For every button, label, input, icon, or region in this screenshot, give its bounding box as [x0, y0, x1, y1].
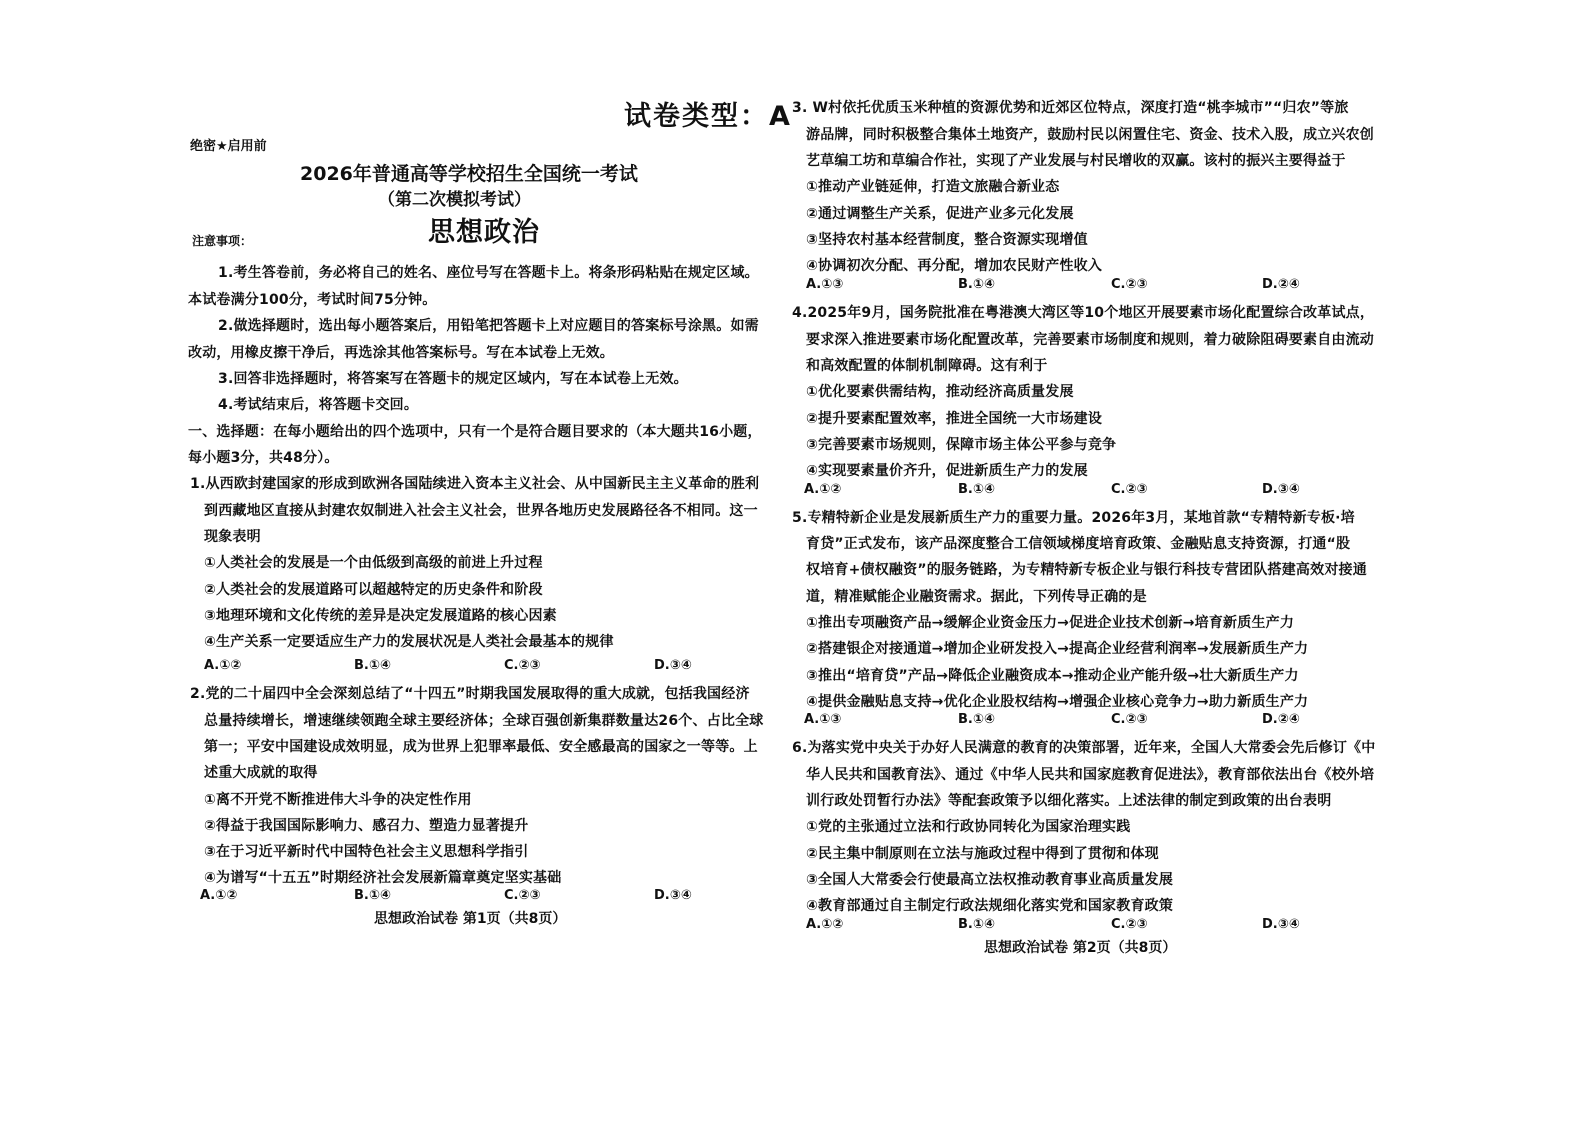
option-a: A.①③: [806, 277, 844, 292]
option-a: A.①②: [806, 917, 844, 932]
question-stem: 道，精准赋能企业融资需求。据此，下列传导正确的是: [806, 589, 1147, 605]
option-b: B.①④: [958, 712, 995, 727]
option-a: A.①②: [204, 658, 242, 673]
question-stem: 第一；平安中国建设成效明显，成为世界上犯罪率最低、安全感最高的国家之一等等。上: [204, 739, 758, 755]
note-line: 2.做选择题时，选出每小题答案后，用铅笔把答题卡上对应题目的答案标号涂黑。如需: [218, 318, 759, 334]
statement: ④提供金融贴息支持→优化企业股权结构→增强企业核心竞争力→助力新质生产力: [806, 694, 1309, 710]
statement: ③在于习近平新时代中国特色社会主义思想科学指引: [204, 844, 529, 860]
question-stem: 总量持续增长，增速继续领跑全球主要经济体；全球百强创新集群数量达26个、占比全球: [204, 713, 764, 729]
statement: ③坚持农村基本经营制度，整合资源实现增值: [806, 232, 1088, 248]
statement: ②通过调整生产关系，促进产业多元化发展: [806, 206, 1074, 222]
option-b: B.①④: [958, 917, 995, 932]
subject-title: 思想政治: [428, 217, 540, 248]
option-a: A.①②: [804, 482, 842, 497]
question-stem: 1.从西欧封建国家的形成到欧洲各国陆续进入资本主义社会、从中国新民主主义革命的胜利: [190, 476, 760, 492]
question-stem: 6.为落实党中央关于办好人民满意的教育的决策部署，近年来，全国人大常委会先后修订《中: [792, 740, 1376, 756]
question-stem: 华人民共和国教育法》、通过《中华人民共和国家庭教育促进法》，教育部依法出台《校外培: [806, 767, 1375, 783]
question-stem: 要求深入推进要素市场化配置改革，完善要素市场制度和规则，着力破除阻碍要素自由流动: [806, 332, 1374, 348]
question-stem: 权培育+债权融资”的服务链路，为专精特新专板企业与银行科技专营团队搭建高效对接通: [806, 562, 1367, 578]
statement: ①离不开党不断推进伟大斗争的决定性作用: [204, 792, 472, 808]
statement: ①党的主张通过立法和行政协同转化为国家治理实践: [806, 819, 1131, 835]
question-stem: 训行政处罚暂行办法》等配套政策予以细化落实。上述法律的制定到政策的出台表明: [806, 793, 1332, 809]
option-d: D.②④: [1262, 712, 1300, 727]
statement: ①人类社会的发展是一个由低级到高级的前进上升过程: [204, 555, 543, 571]
question-stem: 和高效配置的体制机制障碍。这有利于: [806, 358, 1048, 374]
option-c: C.②③: [1111, 712, 1148, 727]
question-stem: 艺草编工坊和草编合作社，实现了产业发展与村民增收的双赢。该村的振兴主要得益于: [806, 153, 1346, 169]
page-footer-right: 思想政治试卷 第2页（共8页）: [984, 940, 1177, 956]
option-d: D.③④: [654, 888, 692, 903]
option-d: D.②④: [1262, 277, 1300, 292]
statement: ③推出“培育贷”产品→降低企业融资成本→推动企业产能升级→壮大新质生产力: [806, 668, 1299, 684]
secret-label: 绝密★启用前: [190, 139, 267, 154]
exam-subtitle: （第二次模拟考试）: [378, 190, 531, 210]
statement: ④协调初次分配、再分配，增加农民财产性收入: [806, 258, 1103, 274]
question-stem: 5.专精特新企业是发展新质生产力的重要力量。2026年3月，某地首款“专精特新专板·培: [792, 510, 1355, 526]
option-b: B.①④: [354, 888, 391, 903]
exam-title: 2026年普通高等学校招生全国统一考试: [300, 163, 638, 185]
statement: ④教育部通过自主制定行政法规细化落实党和国家教育政策: [806, 898, 1174, 914]
statement: ①推动产业链延伸，打造文旅融合新业态: [806, 179, 1060, 195]
question-stem: 2.党的二十届四中全会深刻总结了“十四五”时期我国发展取得的重大成就，包括我国经济: [190, 686, 750, 702]
statement: ③完善要素市场规则，保障市场主体公平参与竞争: [806, 437, 1117, 453]
statement: ④生产关系一定要适应生产力的发展状况是人类社会最基本的规律: [204, 634, 614, 650]
note-line: 改动，用橡皮擦干净后，再选涂其他答案标号。写在本试卷上无效。: [188, 345, 614, 361]
question-stem: 游品牌，同时积极整合集体土地资产，鼓励村民以闲置住宅、资金、技术入股，成立兴农创: [806, 127, 1374, 143]
note-line: 3.回答非选择题时，将答案写在答题卡的规定区域内，写在本试卷上无效。: [218, 371, 688, 387]
question-stem: 现象表明: [204, 529, 261, 545]
option-b: B.①④: [958, 482, 995, 497]
option-d: D.③④: [654, 658, 692, 673]
option-c: C.②③: [504, 888, 541, 903]
question-stem: 育贷”正式发布，该产品深度整合工信领域梯度培育政策、金融贴息支持资源，打通“股: [806, 536, 1351, 552]
note-line: 本试卷满分100分，考试时间75分钟。: [188, 292, 437, 308]
statement: ②搭建银企对接通道→增加企业研发投入→提高企业经营利润率→发展新质生产力: [806, 641, 1309, 657]
question-stem: 4.2025年9月，国务院批准在粤港澳大湾区等10个地区开展要素市场化配置综合改革试点，: [792, 305, 1375, 321]
option-c: C.②③: [1111, 277, 1148, 292]
option-c: C.②③: [1111, 482, 1148, 497]
question-stem: 到西藏地区直接从封建农奴制进入社会主义社会，世界各地历史发展路径各不相同。这一: [204, 503, 758, 519]
statement: ①优化要素供需结构，推动经济高质量发展: [806, 384, 1074, 400]
statement: ②民主集中制原则在立法与施政过程中得到了贯彻和体现: [806, 846, 1159, 862]
question-stem: 3. W村依托优质玉米种植的资源优势和近郊区位特点，深度打造“桃李城市”“归农”等旅: [792, 100, 1349, 116]
note-line: 4.考试结束后，将答题卡交回。: [218, 397, 419, 413]
option-d: D.③④: [1262, 917, 1300, 932]
statement: ②人类社会的发展道路可以超越特定的历史条件和阶段: [204, 582, 543, 598]
page-footer-left: 思想政治试卷 第1页（共8页）: [374, 911, 567, 927]
statement: ②得益于我国国际影响力、感召力、塑造力显著提升: [204, 818, 529, 834]
option-b: B.①④: [354, 658, 391, 673]
option-c: C.②③: [504, 658, 541, 673]
section-heading: 一、选择题：在每小题给出的四个选项中，只有一个是符合题目要求的（本大题共16小题，: [188, 424, 762, 440]
section-heading: 每小题3分，共48分）。: [188, 450, 339, 466]
question-stem: 述重大成就的取得: [204, 765, 318, 781]
statement: ②提升要素配置效率，推进全国统一大市场建设: [806, 411, 1103, 427]
paper-type-label: 试卷类型：A: [624, 101, 792, 132]
option-a: A.①③: [804, 712, 842, 727]
option-d: D.③④: [1262, 482, 1300, 497]
statement: ③地理环境和文化传统的差异是决定发展道路的核心因素: [204, 608, 557, 624]
note-line: 1.考生答卷前，务必将自己的姓名、座位号写在答题卡上。将条形码粘贴在规定区域。: [218, 265, 759, 281]
option-a: A.①②: [200, 888, 238, 903]
statement: ④为谱写“十五五”时期经济社会发展新篇章奠定坚实基础: [204, 870, 562, 886]
statement: ④实现要素量价齐升，促进新质生产力的发展: [806, 463, 1088, 479]
option-b: B.①④: [958, 277, 995, 292]
notice-label: 注意事项：: [192, 234, 253, 248]
statement: ③全国人大常委会行使最高立法权推动教育事业高质量发展: [806, 872, 1174, 888]
option-c: C.②③: [1111, 917, 1148, 932]
statement: ①推出专项融资产品→缓解企业资金压力→促进企业技术创新→培育新质生产力: [806, 615, 1295, 631]
